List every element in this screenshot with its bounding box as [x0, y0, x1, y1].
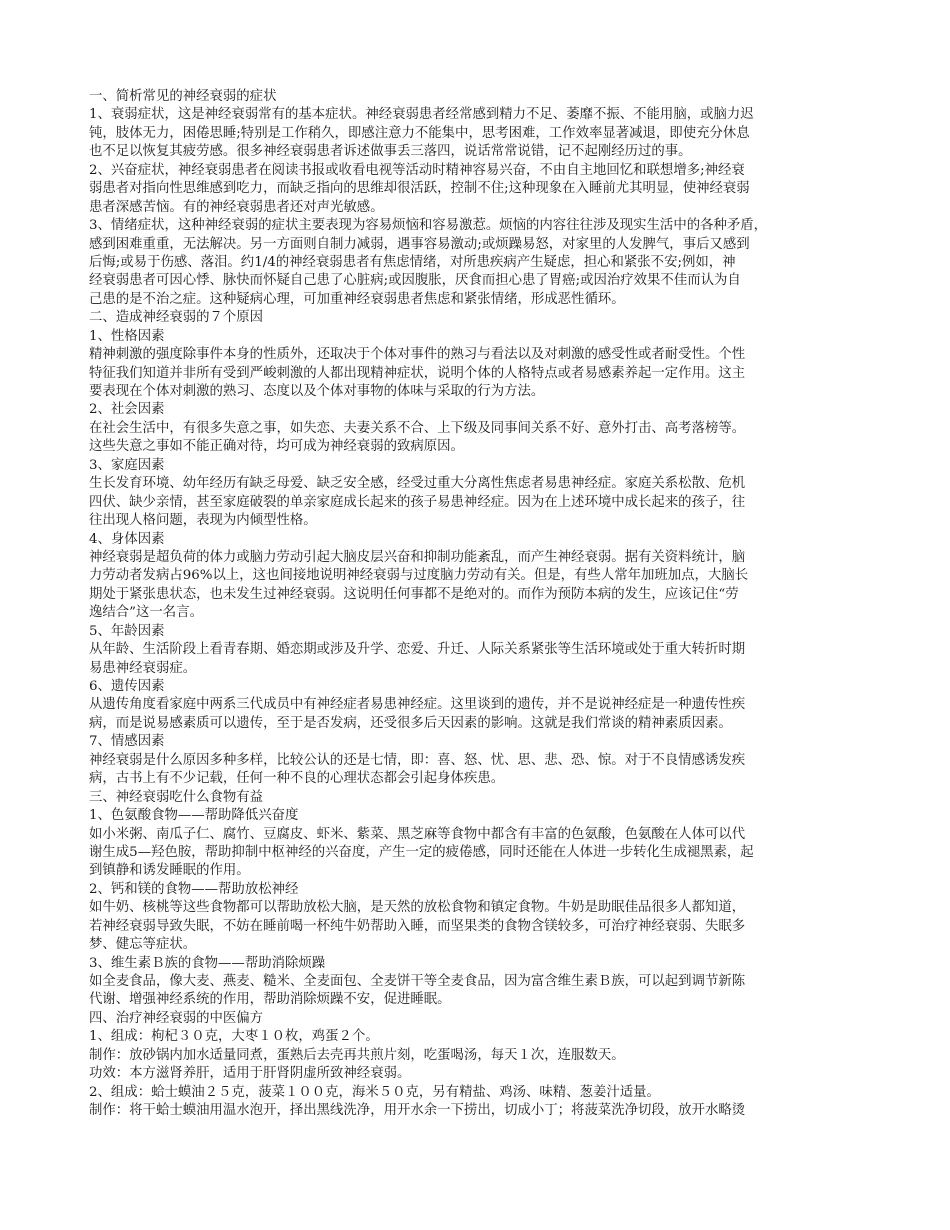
text-line: 经衰弱患者可因心悸、脉快而怀疑自己患了心脏病;或因腹胀，厌食而担心患了胃癌;或因治疗效果不佳而认为自: [89, 273, 741, 289]
text-line: 精神刺激的强度除事件本身的性质外，还取决于个体对事件的熟习与看法以及对刺激的感受性或者耐受性。个性: [89, 347, 746, 363]
text-line: 从年龄、生活阶段上看青春期、婚恋期或涉及升学、恋爱、升迁、人际关系紧张等生活环境或处于重大转折时期: [89, 642, 746, 658]
text-line: 病，而是说易感素质可以遗传，至于是否发病，还受很多后天因素的影响。这就是我们常谈的精神素质因素。: [89, 715, 732, 731]
text-line: 后悔;或易于伤感、落泪。约1/4的神经衰弱患者有焦虑情绪，对所患疾病产生疑虑，担心和紧张不安;例如，神: [89, 254, 736, 270]
document-body: [89, 88, 861, 1121]
text-line: 6、遗传因素: [89, 679, 165, 694]
text-line: 1、组成：枸杞３０克，大枣１０枚，鸡蛋２个。: [89, 1029, 379, 1045]
text-line: 三、神经衰弱吃什么食物有益: [89, 789, 264, 805]
text-line: 二、造成神经衰弱的７个原因: [89, 310, 264, 326]
text-line: 梦、健忘等症状。: [89, 937, 197, 953]
text-line: 2、兴奋症状，神经衰弱患者在阅读书报或收看电视等活动时精神容易兴奋，不由自主地回忆和联想增多;神经衰: [89, 162, 745, 178]
text-line: 易患神经衰弱症。: [89, 660, 197, 676]
text-line: 4、身体因素: [89, 531, 165, 547]
text-line: 如牛奶、核桃等这些食物都可以帮助放松大脑，是天然的放松食物和镇定食物。牛奶是助眠佳品很多人都知道，: [89, 900, 746, 916]
text-line: 往出现人格问题，表现为内倾型性格。: [89, 513, 317, 529]
text-line: 力劳动者发病占96%以上，这也间接地说明神经衰弱与过度脑力劳动有关。但是，有些人常年加班加点，大脑长: [89, 568, 749, 584]
text-line: 弱患者对指向性思维感到吃力，而缺乏指向的思维却很活跃，控制不住;这种现象在入睡前尤其明显，使神经衰弱: [89, 181, 750, 197]
text-line: 谢生成5—羟色胺，帮助抑制中枢神经的兴奋度，产生一定的疲倦感，同时还能在人体进一步转化生成褪黑素，起: [89, 844, 754, 860]
text-line: 钝，肢体无力，困倦思睡;特别是工作稍久，即感注意力不能集中，思考困难，工作效率显著减退，即使充分休息: [89, 125, 750, 141]
text-line: 1、衰弱症状，这是神经衰弱常有的基本症状。神经衰弱患者经常感到精力不足、萎靡不振、不能用脑，或脑力迟: [89, 107, 754, 123]
text-line: 特征我们知道并非所有受到严峻刺激的人都出现精神症状，说明个体的人格特点或者易感素养起一定作用。这主: [89, 365, 746, 381]
text-line: 代谢、增强神经系统的作用，帮助消除烦躁不安，促进睡眠。: [89, 992, 451, 1008]
text-line: 病，古书上有不少记载，任何一种不良的心理状态都会引起身体疾患。: [89, 771, 505, 787]
text-line: 如小米粥、南瓜子仁、腐竹、豆腐皮、虾米、紫菜、黑芝麻等食物中都含有丰富的色氨酸，色氨酸在人体可以代: [89, 826, 746, 842]
text-line: 5、年龄因素: [89, 623, 165, 639]
text-line: 若神经衰弱导致失眠，不妨在睡前喝一杯纯牛奶帮助入睡，而坚果类的食物含镁较多，可治疗神经衰弱、失眠多: [89, 918, 746, 934]
text-line: 四、治疗神经衰弱的中医偏方: [89, 1010, 264, 1026]
text-line: 感到困难重重，无法解决。另一方面则自制力减弱，遇事容易激动;或烦躁易怒，对家里的人发脾气，事后又感到: [89, 236, 750, 252]
text-line: 生长发育环境、幼年经历有缺乏母爱、缺乏安全感，经受过重大分离性焦虑者易患神经症。家庭关系松散、危机: [89, 476, 746, 492]
text-line: 7、情感因素: [89, 734, 165, 750]
text-line: 己患的是不治之症。这种疑病心理，可加重神经衰弱患者焦虑和紧张情绪，形成恶性循环。: [89, 291, 625, 307]
text-line: 2、社会因素: [89, 402, 165, 418]
text-line: 患者深感苦恼。有的神经衰弱患者还对声光敏感。: [89, 199, 384, 215]
text-line: 1、性格因素: [89, 328, 165, 344]
text-line: 神经衰弱是什么原因多种多样，比较公认的还是七情，即：喜、怒、忧、思、悲、恐、惊。对于不良情感诱发疾: [89, 752, 746, 768]
text-line: 制作：放砂锅内加水适量同煮，蛋熟后去壳再共煎片刻，吃蛋喝汤，每天１次，连服数天。: [89, 1047, 625, 1063]
text-line: 2、组成：蛤士蟆油２５克，菠菜１００克，海米５０克，另有精盐、鸡汤、味精、葱姜汁适量。: [89, 1084, 660, 1100]
text-line: 3、维生素Ｂ族的食物——帮助消除烦躁: [89, 955, 326, 971]
text-line: 神经衰弱是超负荷的体力或脑力劳动引起大脑皮层兴奋和抑制功能紊乱，而产生神经衰弱。据有关资料统计，脑: [89, 549, 746, 565]
text-line: 制作：将干蛤士蟆油用温水泡开，择出黑线洗净，用开水余一下捞出，切成小丁；将菠菜洗净切段，放开水略烫: [89, 1103, 746, 1119]
text-line: 到镇静和诱发睡眠的作用。: [89, 863, 250, 879]
text-line: 2、钙和镁的食物——帮助放松神经: [89, 881, 299, 897]
text-line: 3、情绪症状，这种神经衰弱的症状主要表现为容易烦恼和容易激惹。烦恼的内容往往涉及现实生活中的各种矛盾，: [89, 218, 768, 234]
text-line: 在社会生活中，有很多失意之事，如失恋、夫妻关系不合、上下级及同事间关系不好、意外打击、高考落榜等。: [89, 420, 746, 436]
text-line: 功效：本方滋肾养肝，适用于肝肾阴虚所致神经衰弱。: [89, 1066, 411, 1082]
text-line: 也不足以恢复其疲劳感。很多神经衰弱患者诉述做事丢三落四，说话常常说错，记不起刚经历过的事。: [89, 144, 692, 160]
text-line: 1、色氨酸食物——帮助降低兴奋度: [89, 808, 299, 824]
text-line: 这些失意之事如不能正确对待，均可成为神经衰弱的致病原因。: [89, 439, 464, 455]
text-line: 3、家庭因素: [89, 457, 165, 473]
text-line: 要表现在个体对刺激的熟习、态度以及个体对事物的体味与采取的行为方法。: [89, 384, 545, 399]
text-line: 如全麦食品，像大麦、燕麦、糙米、全麦面包、全麦饼干等全麦食品，因为富含维生素Ｂ族，可以起到调节新陈: [89, 974, 746, 989]
text-line: 期处于紧张患状态，也未发生过神经衰弱。这说明任何事都不是绝对的。而作为预防本病的发生，应该记住“劳: [89, 586, 739, 602]
text-line: 从遗传角度看家庭中两系三代成员中有神经症者易患神经症。这里谈到的遗传，并不是说神经症是一种遗传性疾: [89, 697, 746, 713]
text-line: 逸结合”这一名言。: [89, 605, 203, 621]
text-line: 四伏、缺少亲情，甚至家庭破裂的单亲家庭成长起来的孩子易患神经症。因为在上述环境中成长起来的孩子，往: [89, 494, 746, 510]
text-line: 一、简析常见的神经衰弱的症状: [89, 89, 277, 104]
